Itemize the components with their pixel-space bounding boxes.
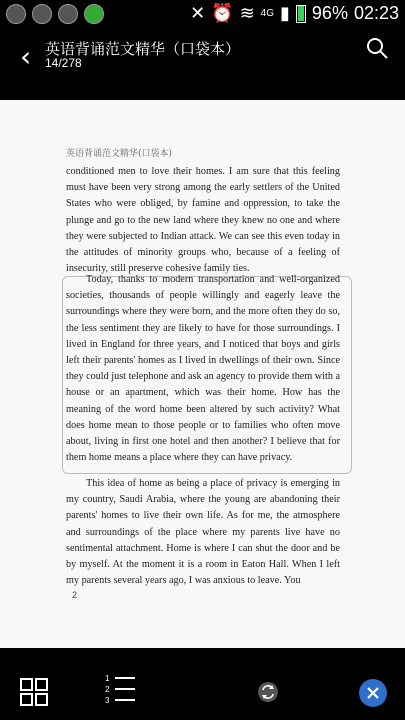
page-counter: 14/278 [45,56,82,70]
paragraph-2: Today, thanks to modern transportation and well-organized societies, thousands of people willingly and eagerly leave the surroundings where they were born, and the more often they do so, the less sentiment they are likely to have for those surroundings. I lived in England for three years, and I noticed that boys and girls left their parents' homes as I lived in dwellings of their own. Since they could just telephone and ask an agency to provide them with a house or an apartment, which was their home. How has the meaning of the word home been altered by such activity? What does home mean to those people or to families who often move about, living in first one hotel and then another? I believe that for them home means a place where they can have privacy. [66,274,340,464]
book-title: 英语背诵范文精华（口袋本） [45,40,241,58]
clock: 02:23 [353,3,399,23]
grid-view-icon[interactable] [20,678,48,706]
bottom-toolbar [0,648,405,720]
back-icon[interactable]: ‹ [20,40,32,73]
search-icon[interactable] [365,36,389,60]
list-number-2: 2 [105,685,110,694]
page-number: 2 [72,590,78,600]
paragraph-3: This idea of home as being a place of privacy is emerging in my country, Saudi Arabia, where the young are abandoning their parents' homes to live their own life. As for me, the atmosphere and surroundings of the place where my parents live have no sentimental attachment. Home is where I can shut the door and be by myself. At the moment it is a room in Eaton Hall. When I left my parents several years ago, I was anxious to leave. You [66,478,340,587]
wifi-icon: ≋ [239,3,255,24]
system-icons [190,3,399,24]
paragraph-1: conditioned men to love their homes. I am sure that this feeling must have been very strong among the early settlers of the United States who were obliged, by famine and oppression, to take the plunge and go to the new land where they knew no one and where they were subjected to Indian attack. We can see this even today in the attitudes of minority groups who, because of a feeling of insecurity, still preserve cohesive family ties. [66,166,340,275]
mute-icon: ✕ [190,3,206,24]
running-head: 英语背诵范文精华(口袋本) [66,149,173,159]
app-notification-icon-3 [58,4,78,24]
list-number-3: 3 [105,696,110,705]
network-label: 4G [260,7,275,19]
list-number-1: 1 [105,674,110,683]
rotate-icon[interactable] [257,681,279,703]
status-bar [0,0,405,28]
alarm-icon: ⏰ [211,3,234,24]
notification-icons [6,4,104,24]
list-view-icon[interactable] [105,675,137,707]
app-notification-icon-1 [6,4,26,24]
app-notification-icon-2 [32,4,52,24]
signal-icon: ▮ [280,3,290,24]
app-header [0,28,405,100]
reader-page[interactable] [0,100,405,648]
close-icon[interactable] [358,678,388,708]
wechat-icon [84,4,104,24]
battery-percent: 96% [311,3,348,23]
battery-icon [296,5,306,23]
